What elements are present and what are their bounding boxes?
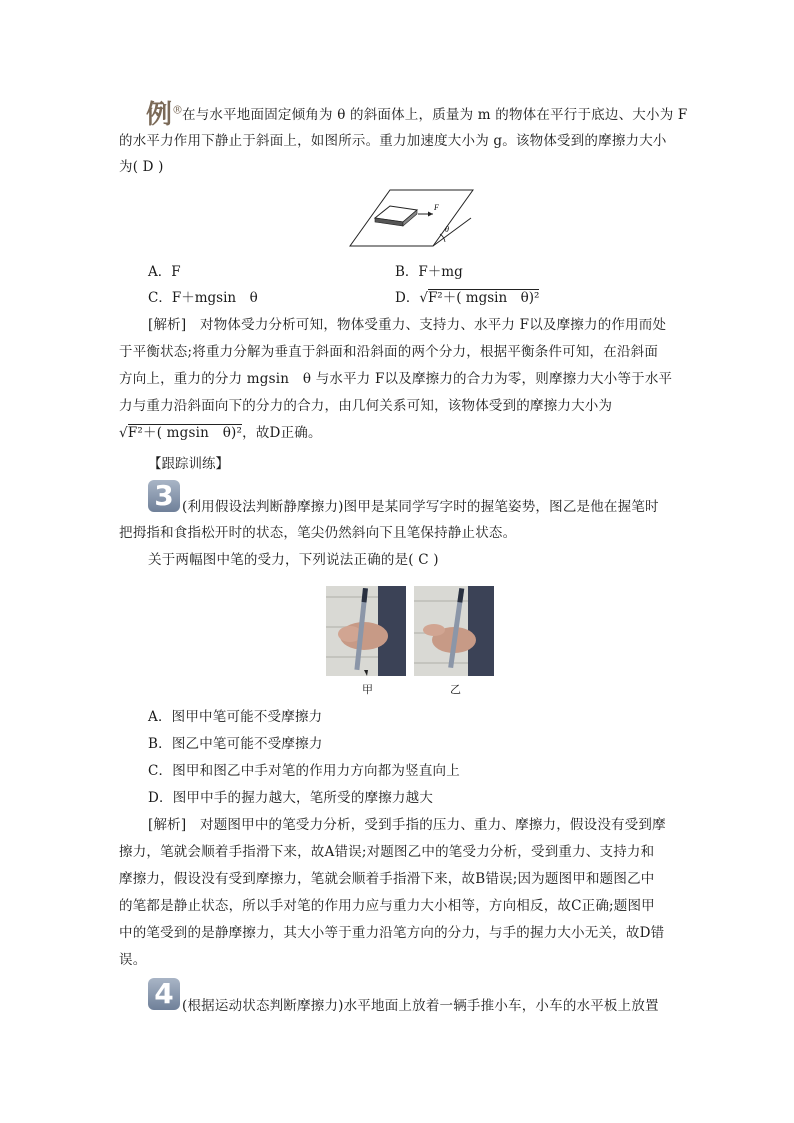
angle-label: θ bbox=[445, 225, 449, 234]
caption-yi: 乙 bbox=[450, 683, 461, 696]
example-mark: 例® bbox=[146, 100, 184, 130]
q3-text-line-3: 关于两幅图中笔的受力，下列说法正确的是( C ) bbox=[148, 552, 439, 568]
example-analysis-line-3: 方向上，重力的分力 mgsin θ 与水平力 F以及摩擦力的合力为零，则摩擦力大小等于水平 bbox=[119, 371, 673, 387]
q3-analysis-line-4: 的笔都是静止状态，所以手对笔的作用力应与重力大小相等，方向相反，故C正确;题图甲 bbox=[119, 898, 655, 914]
photo-yi bbox=[414, 586, 494, 676]
q3-analysis-line-2: 擦力，笔就会顺着手指滑下来，故A错误;对题图乙中的笔受力分析，受到重力、支持力和 bbox=[119, 844, 655, 860]
q3-analysis-line-5: 中的笔受到的是静摩擦力，其大小等于重力沿笔方向的分力，与手的握力大小无关，故D错 bbox=[119, 925, 665, 941]
q3-option-b: B．图乙中笔可能不受摩擦力 bbox=[148, 736, 323, 752]
example-analysis-line-2: 于平衡状态;将重力分解为垂直于斜面和沿斜面的两个分力，根据平衡条件可知，在沿斜面 bbox=[119, 344, 659, 360]
q4-text-line-1: (根据运动状态判断摩擦力)水平地面上放着一辆手推小车，小车的水平板上放置 bbox=[182, 998, 659, 1014]
q3-analysis-line-3: 摩擦力，假设没有受到摩擦力，笔就会顺着手指滑下来，故B错误;因为题图甲和题图乙中 bbox=[119, 871, 655, 887]
q3-text-line-2: 把拇指和食指松开时的状态，笔尖仍然斜向下且笔保持静止状态。 bbox=[119, 525, 517, 541]
example-analysis-line-5: √F²＋( mgsin θ)²，故D正确。 bbox=[119, 425, 322, 441]
q3-analysis-line-6: 误。 bbox=[119, 952, 147, 968]
option-a: A．F bbox=[148, 264, 181, 280]
question-number-badge-4: 4 bbox=[148, 978, 180, 1010]
example-text-line-1: 在与水平地面固定倾角为 θ 的斜面体上，质量为 m 的物体在平行于底边、大小为 F bbox=[182, 107, 688, 123]
force-label: F bbox=[434, 203, 439, 212]
training-title: 【跟踪训练】 bbox=[148, 456, 229, 472]
question-number-badge-3: 3 bbox=[148, 480, 180, 512]
caption-jia: 甲 bbox=[362, 683, 373, 696]
option-c: C．F＋mgsin θ bbox=[148, 290, 258, 306]
option-d: D．√F²＋( mgsin θ)² bbox=[395, 290, 540, 306]
q3-option-d: D．图甲中手的握力越大，笔所受的摩擦力越大 bbox=[148, 790, 434, 806]
q3-option-a: A．图甲中笔可能不受摩擦力 bbox=[148, 709, 323, 725]
example-text-line-2: 的水平力作用下静止于斜面上，如图所示。重力加速度大小为 g。该物体受到的摩擦力大小 bbox=[119, 133, 667, 149]
q3-option-c: C．图甲和图乙中手对笔的作用力方向都为竖直向上 bbox=[148, 763, 460, 779]
photo-jia bbox=[326, 586, 406, 676]
analysis-root: F²＋( mgsin θ)² bbox=[127, 425, 243, 441]
incline-diagram bbox=[345, 188, 475, 250]
option-d-root: F²＋( mgsin θ)² bbox=[427, 290, 540, 306]
example-analysis-line-4: 力与重力沿斜面向下的分力的合力，由几何关系可知，该物体受到的摩擦力大小为 bbox=[119, 398, 613, 414]
q3-analysis-line-1: [解析] 对题图甲中的笔受力分析，受到手指的压力、重力、摩擦力，假设没有受到摩 bbox=[148, 817, 666, 833]
q3-text-line-1: (利用假设法判断静摩擦力)图甲是某同学写字时的握笔姿势，图乙是他在握笔时 bbox=[182, 499, 659, 515]
example-text-line-3: 为( D ) bbox=[119, 159, 164, 175]
option-b: B．F＋mg bbox=[395, 264, 463, 280]
example-analysis-line-1: [解析] 对物体受力分析可知，物体受重力、支持力、水平力 F以及摩擦力的作用而处 bbox=[148, 317, 667, 333]
